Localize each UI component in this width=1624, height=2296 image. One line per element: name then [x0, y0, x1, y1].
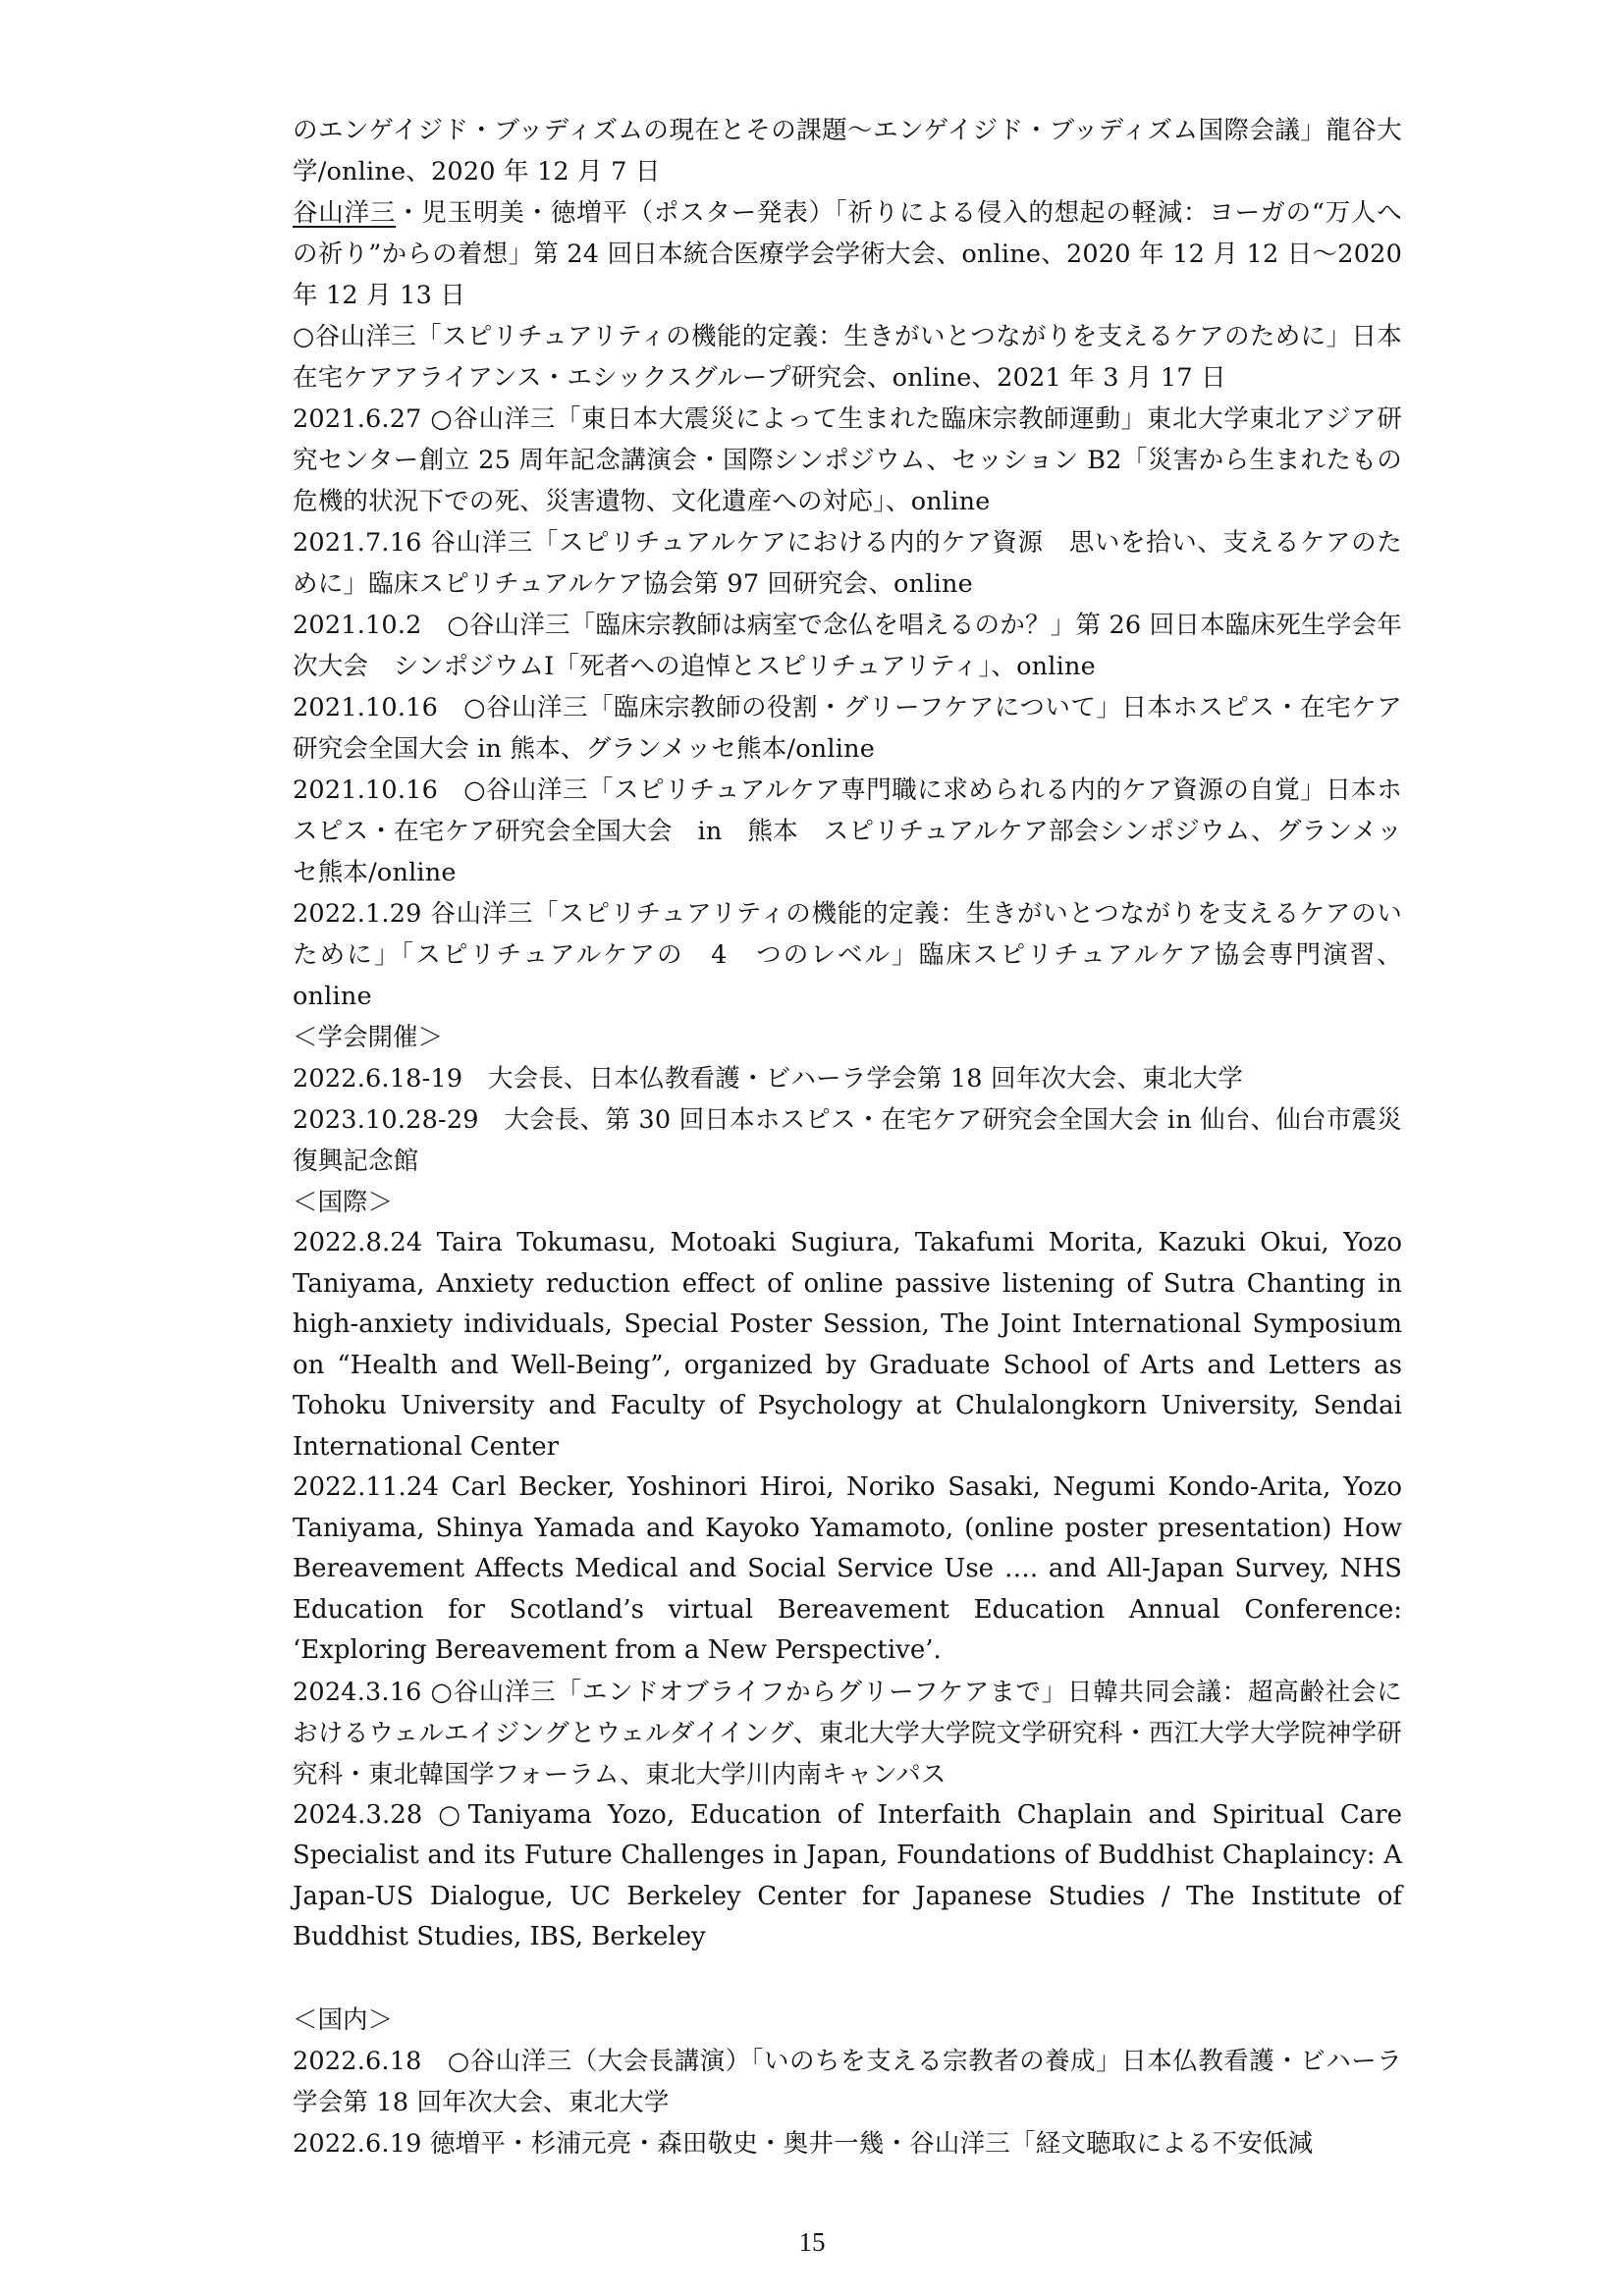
page-number: 15 — [798, 2227, 826, 2257]
international-entry-2024-3-16: 2024.3.16 ○谷山洋三「エンドオブライフからグリーフケアまで」日韓共同会議：超高齢社会におけるウェルエイジングとウェルダイイング、東北大学大学院文学研究科・西江大学大学院神学研究科・東北韓国学フォーラム、東北大学川内南キャンパス — [293, 1677, 1402, 1789]
entry-2021-10-16-b: 2021.10.16 ○谷山洋三「スピリチュアルケア専門職に求められる内的ケア資源の自覚」日本ホスピス・在宅ケア研究会全国大会 in 熊本 スピリチュアルケア部会シンポジウム、グランメッセ熊本/online — [293, 775, 1402, 887]
entry-2021-7-16: 2021.7.16 谷山洋三「スピリチュアルケアにおける内的ケア資源 思いを拾い、支えるケアのために」臨床スピリチュアルケア協会第 97 回研究会、online — [293, 528, 1402, 599]
entry-spirituality-definition: ○谷山洋三「スピリチュアリティの機能的定義：生きがいとつながりを支えるケアのために」日本在宅ケアアライアンス・エシックスグループ研究会、online、2021 年 3 月 17 日 — [293, 322, 1402, 393]
international-entry-2024-3-28: 2024.3.28 ○Taniyama Yozo, Education of Interfaith Chaplain and Spiritual Care Specialist and its Future Challenges in Japan, Foundations of Buddhist Chaplaincy: A Japan-US Dialogue, UC Berkeley Center for Japanese Studies / The Institute of Buddhist Studies, IBS, Berkeley — [293, 1799, 1402, 1951]
section-heading-international: ＜国際＞ — [293, 1188, 394, 1217]
page-body — [293, 110, 1428, 2164]
section-spacer — [293, 1958, 1402, 2000]
hosting-entry-2022: 2022.6.18-19 大会長、日本仏教看護・ビハーラ学会第 18 回年次大会、東北大学 — [293, 1064, 1244, 1094]
hosting-entry-2023: 2023.10.28-29 大会長、第 30 回日本ホスピス・在宅ケア研究会全国大会 in 仙台、仙台市震災復興記念館 — [293, 1105, 1402, 1176]
section-heading-hosting: ＜学会開催＞ — [293, 1023, 444, 1052]
entry-2021-6-27: 2021.6.27 ○谷山洋三「東日本大震災によって生まれた臨床宗教師運動」東北大学東北アジア研究センター創立 25 周年記念講演会・国際シンポジウム、セッション B2「災害から生まれたもの 危機的状況下での死、災害遺物、文化遺産への対応」、online — [293, 404, 1428, 516]
entry-2022-1-29: 2022.1.29 谷山洋三「スピリチュアリティの機能的定義：生きがいとつながりを支えるケアのいために」「スピリチュアルケアの 4 つのレベル」臨床スピリチュアルケア協会専門演習、online — [293, 899, 1402, 1011]
section-heading-domestic: ＜国内＞ — [293, 2004, 394, 2035]
domestic-entry-2022-6-18: 2022.6.18 ○谷山洋三（大会長講演）「いのちを支える宗教者の養成」日本仏教看護・ビハーラ学会第 18 回年次大会、東北大学 — [293, 2046, 1402, 2117]
entry-2021-10-16-a: 2021.10.16 ○谷山洋三「臨床宗教師の役割・グリーフケアについて」日本ホスピス・在宅ケア研究会全国大会 in 熊本、グランメッセ熊本/online — [293, 693, 1402, 764]
entry-2021-10-2: 2021.10.2 ○谷山洋三「臨床宗教師は病室で念仏を唱えるのか？」第 26 回日本臨床死生学会年次大会 シンポジウムⅠ「死者への追悼とスピリチュアリティ」、online — [293, 611, 1402, 681]
author-underlined: 谷山洋三 — [293, 198, 397, 228]
entry-prayer-poster-text: ・児玉明美・徳増平（ポスター発表）「祈りによる侵入的想起の軽減：ヨーガの“万人への祈り”からの着想」第 24 回日本統合医療学会学術大会、online、2020 年 12 月 12 日～2020 年 12 月 13 日 — [293, 198, 1402, 310]
international-entry-2022-8-24: 2022.8.24 Taira Tokumasu, Motoaki Sugiura, Takafumi Morita, Kazuki Okui, Yozo Taniyama, Anxiety reduction effect of online passive listening of Sutra Chanting in high-anxiety individuals, Special Poster Session, The Joint International Symposium on “Health and Well-Being”, organized by Graduate School of Arts and Letters as Tohoku University and Faculty of Psychology at Chulalongkorn University, Sendai International Center — [293, 1228, 1402, 1462]
domestic-entry-2022-6-19: 2022.6.19 徳増平・杉浦元亮・森田敬史・奥井一幾・谷山洋三「経文聴取による不安低減 — [293, 2128, 1314, 2159]
entry-engaged-buddhism: のエンゲイジド・ブッディズムの現在とその課題～エンゲイジド・ブッディズム国際会議」龍谷大学/online、2020 年 12 月 7 日 — [293, 116, 1402, 187]
entry-prayer-poster — [293, 192, 1402, 316]
international-entry-2022-11-24: 2022.11.24 Carl Becker, Yoshinori Hiroi, Noriko Sasaki, Negumi Kondo-Arita, Yozo Taniyama, Shinya Yamada and Kayoko Yamamoto, (online poster presentation) How Bereavement Affects Medical and Social Service Use …. and All-Japan Survey, NHS Education for Scotland’s virtual Bereavement Education Annual Conference: ‘Exploring Bereavement from a New Perspective’. — [293, 1472, 1402, 1665]
